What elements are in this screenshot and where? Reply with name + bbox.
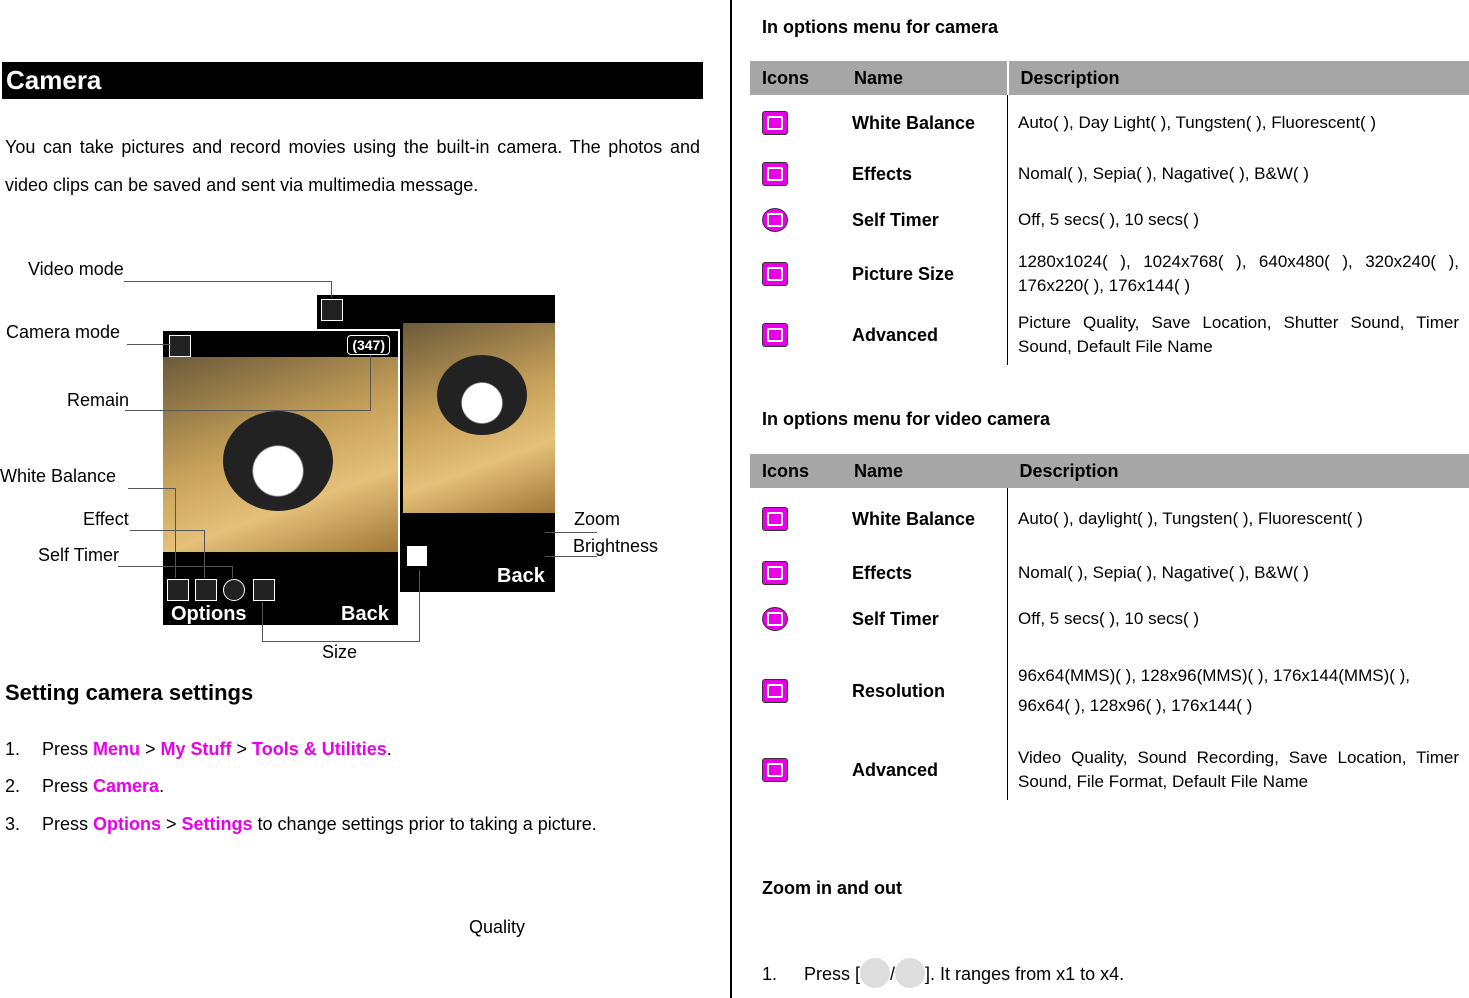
setting-heading: Setting camera settings: [5, 680, 254, 705]
wb-status-icon: [167, 579, 189, 601]
quality-status-icon: [406, 545, 428, 567]
leader-effect: [130, 530, 205, 531]
intro-paragraph: You can take pictures and record movies using the built-in camera. The photos and video clips can be saved and sent via multimedia message.: [5, 137, 700, 195]
camera-mode-icon: [169, 335, 191, 357]
timer-status-icon: [223, 579, 245, 601]
label-size: Size: [322, 642, 358, 662]
size-status-icon: [253, 579, 275, 601]
camera-options-heading: In options menu for camera: [762, 17, 999, 37]
label-remain: Remain: [67, 390, 130, 410]
dog-head-front: [223, 411, 333, 511]
table-row: White Balance Auto( ), Day Light( ), Tungsten( ), Fluorescent( ): [750, 95, 1469, 151]
video-options-table: [750, 454, 1469, 800]
label-video-mode: Video mode: [28, 259, 124, 279]
video-options-heading: In options menu for video camera: [762, 409, 1051, 429]
remain-counter: (347): [347, 335, 390, 355]
zoom-up-key-icon: [860, 958, 890, 988]
tools-utilities-key: Tools & Utilities: [252, 739, 387, 759]
options-key: Options: [93, 814, 162, 834]
resolution-icon: [762, 679, 788, 703]
table-row: Self Timer Off, 5 secs( ), 10 secs( ): [750, 197, 1469, 243]
label-effect: Effect: [83, 509, 129, 529]
leader-wb: [128, 488, 176, 489]
table-row: Advanced Picture Quality, Save Location, Shutter Sound, Timer Sound, Default File Name: [750, 305, 1469, 365]
label-white-balance: White Balance: [0, 466, 117, 486]
zoom-heading: Zoom in and out: [762, 878, 902, 898]
step-3: 3. Press Options > Settings to change settings prior to taking a picture.: [5, 814, 597, 834]
picture-size-icon: [762, 262, 788, 286]
leader-zoom: [545, 532, 597, 533]
leader-timer: [118, 566, 233, 567]
table-row: White Balance Auto( ), daylight( ), Tungsten( ), Fluorescent( ): [750, 488, 1469, 550]
leader-timer-v: [232, 566, 233, 578]
camera-options-table: [750, 61, 1469, 365]
effects-icon: [762, 561, 788, 585]
table-row: Self Timer Off, 5 secs( ), 10 secs( ): [750, 596, 1469, 642]
advanced-gear-icon: [762, 323, 788, 347]
table-header: Icons Name Description: [750, 61, 1469, 95]
table-row: Picture Size 1280x1024( ), 1024x768( ), 640x480( ), 320x240( ), 176x220( ), 176x144( ): [750, 243, 1469, 305]
my-stuff-key: My Stuff: [160, 739, 232, 759]
video-mode-icon: [321, 299, 343, 321]
right-page: [732, 0, 1469, 998]
leader-wb-v: [175, 488, 176, 578]
leader-camera: [127, 344, 171, 345]
back-softkey: Back: [341, 603, 389, 625]
effects-icon: [762, 162, 788, 186]
leader-video: [124, 281, 332, 282]
label-camera-mode: Camera mode: [6, 322, 121, 342]
effect-status-icon: [195, 579, 217, 601]
camera-key: Camera: [93, 776, 160, 796]
white-balance-icon: [762, 507, 788, 531]
table-header: Icons Name Description: [750, 454, 1469, 488]
advanced-gear-icon: [762, 758, 788, 782]
self-timer-icon: [762, 208, 788, 232]
leader-effect-v: [204, 530, 205, 578]
section-title: Camera: [2, 62, 703, 99]
leader-size: [262, 641, 420, 642]
table-row: Resolution 96x64(MMS)( ), 128x96(MMS)( ), 176x144(MMS)( ), 96x64( ), 128x96( ), 176x144( ): [750, 642, 1469, 740]
leader-remain-v: [370, 355, 371, 411]
menu-key: Menu: [93, 739, 141, 759]
leader-remain: [125, 410, 371, 411]
video-back-softkey: Back: [497, 565, 545, 587]
zoom-down-key-icon: [895, 958, 925, 988]
self-timer-icon: [762, 607, 788, 631]
leader-size-v1: [262, 602, 263, 642]
label-zoom: Zoom: [574, 509, 621, 529]
options-softkey: Options: [171, 603, 247, 625]
table-row: Effects Nomal( ), Sepia( ), Nagative( ), B&W( ): [750, 151, 1469, 197]
zoom-step: 1. Press [ / ]. It ranges from x1 to x4.: [762, 958, 1124, 988]
left-page: [0, 0, 730, 998]
leader-size-v2: [419, 570, 420, 642]
label-brightness: Brightness: [573, 536, 659, 556]
leader-video-v: [331, 281, 332, 297]
table-row: Effects Nomal( ), Sepia( ), Nagative( ), B&W( ): [750, 550, 1469, 596]
label-self-timer: Self Timer: [38, 545, 120, 565]
camera-screen: [161, 329, 400, 627]
step-1: 1. Press Menu > My Stuff > Tools & Utilities.: [5, 739, 392, 759]
white-balance-icon: [762, 111, 788, 135]
dog-head-back: [437, 355, 527, 435]
step-2: 2. Press Camera.: [5, 776, 165, 796]
leader-brightness: [545, 556, 597, 557]
settings-key: Settings: [181, 814, 253, 834]
label-quality: Quality: [469, 917, 526, 937]
table-row: Advanced Video Quality, Sound Recording, Save Location, Timer Sound, File Format, Default File Name: [750, 740, 1469, 800]
